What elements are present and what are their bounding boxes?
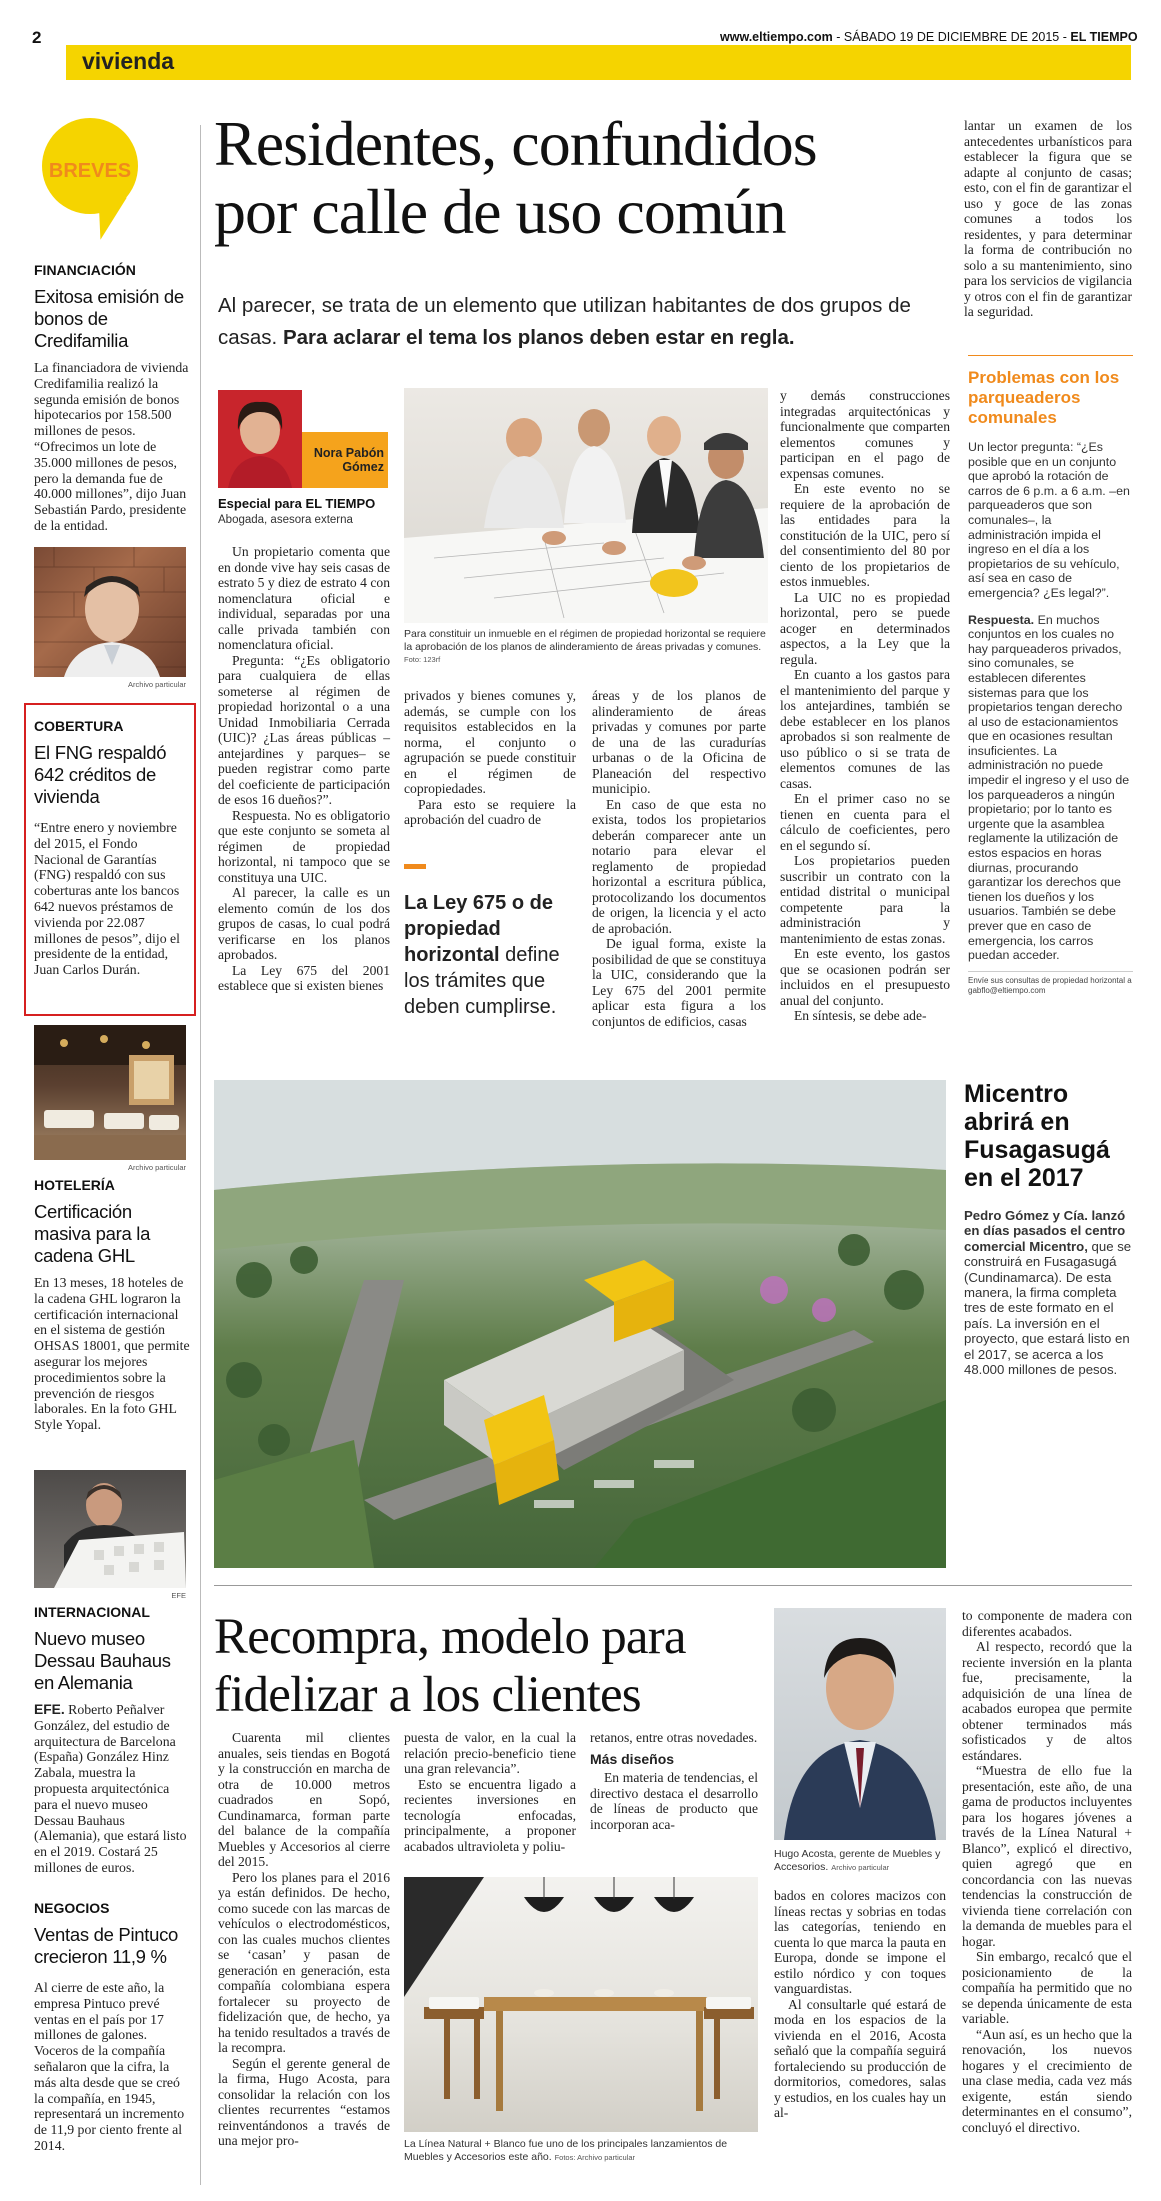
site-url: www.eltiempo.com [720, 30, 833, 44]
caption-text: Hugo Acosta, gerente de Muebles y Accesorios. [774, 1848, 941, 1873]
paragraph: to componente de madera con diferentes acabados. [962, 1608, 1132, 1639]
separator: - [836, 30, 841, 44]
paragraph: Sin embargo, recalcó que el posicionamiento de la compañía ha permitido que no se dependa únicamente de esta variable. [962, 1949, 1132, 2026]
breve-negocios [34, 1900, 190, 2154]
breve-headline: Nuevo museo Dessau Bauhaus en Alemania [34, 1628, 171, 1693]
caption-text: Para constituir un inmueble en el régimen de propiedad horizontal se requiere la aprobación de los planos de alinderamiento de áreas privadas y comunes. [404, 628, 766, 653]
paragraph: Esto se encuentra ligado a recientes inversiones en tecnología enfocadas, principalmente, a proponer acabados ultravioleta y poliu- [404, 1776, 576, 1854]
article2-column-3 [590, 1730, 758, 1832]
page-number: 2 [32, 28, 42, 47]
portrait-caption [774, 1848, 946, 1874]
caption-credit: Archivo particular [831, 1862, 890, 1872]
paragraph: De igual forma, existe la posibilidad de que se constituya la UIC, considerando que la Ley 675 del 2001 permite aplicar esta figura a los conjuntos de edificios, casas [592, 936, 766, 1029]
article1-column-5 [964, 118, 1132, 320]
paragraph: En caso de que esta no exista, todos los propietarios deberán comparecer ante un notario para elevar el reglamento de propiedad horizontal a escritura pública, protocolizando los documentos de origen, la licencia y el acto de aprobación. [592, 796, 766, 936]
section-divider [214, 1585, 1132, 1586]
problemas-question: Un lector pregunta: “¿Es posible que en un conjunto que aprobó la rotación de carros de 6 p.m. a 6 a.m. –en parqueaderos que son comunales–, la administración impida el ingreso en el día a los propietarios de su vehículo, así sea en caso de emergencia? ¿Es legal?”. [968, 440, 1130, 600]
breve-hoteleria [34, 1177, 190, 1433]
micentro-lead: Pedro Gómez y Cía. lanzó en días pasados el centro comercial Micentro, [964, 1208, 1126, 1254]
breve-headline: El FNG respaldó 642 créditos de vivienda [34, 742, 167, 807]
photo-architects-plans [404, 388, 768, 623]
article1-column-3 [592, 688, 766, 1029]
paragraph: En materia de tendencias, el directivo destaca el desarrollo de líneas de producto que incorporan aca- [590, 1770, 758, 1832]
breve-kicker: INTERNACIONAL [34, 1604, 150, 1620]
breve-headline: Ventas de Pintuco crecieron 11,9 % [34, 1924, 179, 1967]
problemas-box [968, 355, 1133, 996]
section-label: vivienda [82, 48, 175, 74]
article1-column-2 [404, 688, 576, 828]
pullquote-light: define los trámites que deben cumplirse. [404, 944, 560, 1018]
breve-body: La financiadora de vivienda Credifamilia realizó la segunda emisión de bonos hipotecarios por 158.500 millones de pesos. “Ofrecimos un lote de 35.000 millones de pesos, pero la demanda fue de 40.000 millones”, dijo Juan Sebastián Pardo, presidente de la entidad. [34, 360, 189, 533]
problemas-footer: Envíe sus consultas de propiedad horizontal a gabflo@eltiempo.com [968, 971, 1133, 996]
article1-deck [218, 290, 958, 354]
breve-body: Al cierre de este año, la empresa Pintuco prevé ventas en el país por 17 millones de galones. Voceros de la compañía señalaron que la cifra, la más alta desde que se creó la compañía, en 1945, representará un incremento de 11,9 por ciento frente al 2014. [34, 1980, 185, 2153]
paragraph: retanos, entre otras novedades. [590, 1730, 758, 1745]
pullquote-rule [404, 864, 426, 869]
issue-date: SÁBADO 19 DE DICIEMBRE DE 2015 [843, 30, 1060, 44]
paragraph: Pregunta: “¿Es obligatorio para cualquiera de ellas someterse al régimen de propiedad horizontal o a una Unidad Inmobiliaria Cerrada (UIC)? ¿Las áreas públicas –antejardines y parques– se pueden registrar como parte del coeficiente de participación de esos 16 dueños?”. [218, 652, 390, 807]
photo-bauhaus-model [34, 1470, 186, 1588]
breve-body-text: Roberto Peñalver González, del estudio de arquitectura de Barcelona (España) González Hinz Zabala, muestra la propuesta arquitectónica para el nuevo museo Dessau Bauhaus (Alemania), que estará listo en el 2019. Costará 25 millones de euros. [34, 1702, 187, 1875]
problemas-answer [968, 613, 1133, 963]
caption-text: La Línea Natural + Blanco fue uno de los principales lanzamientos de Muebles y Accesorios este año. [404, 2138, 728, 2163]
pullquote-bold: La Ley 675 o de propiedad horizontal [404, 892, 553, 966]
paragraph: En cuanto a los gastos para el mantenimiento del parque y los antejardines, también se debe establecer en los planos aprobados si son realmente de uso público o si se trata de elementos comunes de las casas. [780, 667, 950, 791]
photo-credit: EFE [171, 1591, 186, 1600]
micentro-text: que se construirá en Fusagasugá (Cundinamarca). De esta manera, la firma completa tres de este formato en el país. La inversión en el proyecto, que estará listo en el 2017, se acerca a los 48.000 millones de pesos. [964, 1238, 1132, 1378]
paragraph: Pero los planes para el 2016 ya están definidos. De hecho, como sucede con las marcas de vehículos o electrodomésticos, con las cuales muchos clientes se ‘casan’ y pasan de generación en generación, esta compañía colombiana espera fortalecer su proyecto de fidelización que, de hecho, ya ha tenido resultados a través de la recompra. [218, 1869, 390, 2055]
breve-headline: Exitosa emisión de bonos de Credifamilia [34, 286, 184, 351]
author-name-line1: Nora Pabón [313, 446, 384, 460]
breve-body: En 13 meses, 18 hoteles de la cadena GHL lograron la certificación internacional en el sistema de gestión OHSAS 18001, que permite asegurar los mejores procedimientos sobre la prevención de riesgos laborales. En la foto GHL Style Yopal. [34, 1275, 190, 1433]
article2-column-2 [404, 1730, 576, 1854]
deck-light: Al parecer, se trata de un elemento que utilizan habitantes de dos grupos de casas. [218, 294, 911, 349]
answer-lead: Respuesta. [968, 612, 1035, 627]
separator: - [1062, 30, 1067, 44]
photo-credit: Archivo particular [128, 1163, 186, 1172]
paragraph: puesta de valor, en la cual la relación precio-beneficio tiene una gran relevancia”. [404, 1730, 576, 1776]
caption-credit: Foto: 123rf [404, 655, 441, 664]
article1-column-4 [780, 388, 950, 1024]
paragraph: Según el gerente general de la firma, Hugo Acosta, para consolidar la relación con los clientes recurrentes “estamos reinventándonos a través de una mejor pro- [218, 2055, 390, 2148]
paragraph: “Muestra de ello fue la presentación, este año, de una gama de productos incluyentes para los hogares jóvenes a través de la Línea Natural + Blanco”, explicó el directivo, quien agregó que en concordancia con las nuevas tendencias la construcción de vivienda tiene correlación con la demanda de muebles para el hogar. [962, 1763, 1132, 1949]
breve-kicker: NEGOCIOS [34, 1900, 110, 1916]
author-byline: Especial para EL TIEMPO [218, 496, 376, 511]
masthead-info [720, 30, 1138, 44]
photo-caption [404, 2138, 758, 2164]
article2-column-5 [962, 1608, 1132, 2135]
paragraph: bados en colores macizos con líneas rectas y sobrias en todas las categorías, teniendo en cuenta lo que marca la pauta en Europa, donde se impone el estilo nórdico y con toques vanguardistas. [774, 1888, 946, 1996]
paragraph: y demás construcciones integradas arquitectónicas y funcionalmente que comparten elementos comunes y participan en el pago de expensas comunes. [780, 388, 950, 481]
paragraph: La UIC no es propiedad horizontal, pero se puede acoger en determinados aspectos, a la Ley que la regula. [780, 589, 950, 667]
breve-body: “Entre enero y noviembre del 2015, el Fondo Nacional de Garantías (FNG) respaldó con sus coberturas ante los bancos 642 nuevos préstamos de vivienda por 22.087 millones de pesos”, dijo el presidente de la entidad, Juan Carlos Durán. [34, 820, 180, 978]
author-role: Abogada, asesora externa [218, 514, 353, 526]
photo-credit: Archivo particular [128, 680, 186, 689]
micentro-body [964, 1208, 1134, 1377]
article1-title [214, 110, 974, 246]
breve-kicker: FINANCIACIÓN [34, 262, 136, 278]
paragraph: Al respecto, recordó que la reciente inversión en la planta fue, precisamente, la adquisición de una línea de acabados europea que permite obtener terminados más sofisticados y de altos estándares. [962, 1639, 1132, 1763]
paragraph: En el primer caso no se tienen en cuenta para el cálculo de coeficientes, pero en el segundo sí. [780, 791, 950, 853]
breve-cobertura [34, 718, 190, 978]
paragraph: En este evento, los gastos que se ocasionen podrán ser incluidos en el presupuesto anual del conjunto. [780, 946, 950, 1008]
article1-column-1 [218, 544, 390, 994]
photo-juan-pardo [34, 547, 186, 677]
pullquote [404, 890, 576, 1020]
paragraph: Respuesta. No es obligatorio que este conjunto se someta al régimen de propiedad horizontal, ni tampoco que se constituya una UIC. [218, 807, 390, 885]
breve-internacional [34, 1604, 190, 1876]
paragraph: Para esto se requiere la aprobación del cuadro de [404, 796, 576, 827]
paragraph: “Aun así, es un hecho que la renovación, los nuevos hogares y el crecimiento de una clase media, cada vez más exigente, están siendo determinantes en el consumo”, concluyó el directivo. [962, 2026, 1132, 2135]
paragraph: lantar un examen de los antecedentes urbanísticos para establecer la figura que se adapte al conjunto de casas; esto, con el fin de garantizar el uso y goce de las zonas comunes a todos los residentes, y para determinar la forma de contribución no solo a su mantenimiento, sino para los servicios de vigilancia y otros con el fin de garantizar la seguridad. [964, 118, 1132, 319]
author-photo [218, 390, 302, 488]
subheading: Más diseños [590, 1750, 675, 1767]
paragraph: Cuarenta mil clientes anuales, seis tiendas en Bogotá y la construcción en marcha de otra de 10.000 metros cuadrados en Sopó, Cundinamarca, forman parte del balance de la compañía Muebles y Accesorios al cierre del 2015. [218, 1730, 390, 1869]
paper-name: EL TIEMPO [1070, 30, 1138, 44]
breve-headline: Certificación masiva para la cadena GHL [34, 1201, 151, 1266]
deck-bold: Para aclarar el tema los planos deben estar en regla. [282, 326, 795, 349]
caption-credit: Fotos: Archivo particular [554, 2152, 636, 2162]
photo-caption [404, 628, 768, 667]
paragraph: Al parecer, la calle es un elemento común de los dos grupos de casas, lo cual podrá verificarse en los planos aprobados. [218, 885, 390, 962]
article2-column-1 [218, 1730, 390, 2149]
breve-body [34, 1702, 190, 1876]
breve-financiacion [34, 262, 190, 534]
article1-title-line2: por calle de uso común [214, 176, 786, 247]
micentro-block [964, 1080, 1134, 1377]
paragraph: En síntesis, se debe ade- [794, 1008, 927, 1023]
article2-column-4 [774, 1888, 946, 2121]
breve-kicker: HOTELERÍA [34, 1177, 115, 1193]
paragraph: áreas y de los planos de alinderamiento de áreas privadas y comunes por parte de una de las curadurías urbanas o de la Oficina de Planeación del respectivo municipio. [592, 688, 766, 796]
author-name [306, 446, 384, 474]
author-name-line2: Gómez [342, 460, 384, 474]
paragraph: Los propietarios pueden suscribir un contrato con la entidad distrital o municipal competente para la administración y mantenimiento de estas zonas. [780, 853, 950, 946]
photo-micentro-render [214, 1080, 946, 1568]
article2-title [214, 1608, 774, 1724]
article2-title-line1: Recompra, modelo para [214, 1609, 686, 1665]
photo-hugo-acosta [774, 1608, 946, 1840]
answer-text: En muchos conjuntos en los cuales no hay parqueaderos privados, sino comunales, se establecen diferentes sistemas para que los propietarios tengan derecho al uso de estacionamientos que en ocasiones resultan insuficientes. La administración no puede impedir el ingreso y el uso de los parqueaderos a ningún propietario; por lo tanto es urgente que la asamblea reglamente la utilización de estos espacios en horas diurnas, procurando garantizar los derechos que tienen los dueños y los usuarios. También se debe prever que en caso de emergencia, los carros puedan acceder. [968, 612, 1130, 963]
paragraph: privados y bienes comunes y, además, se cumple con los requisitos establecidos en la norma, el conjunto o agrupación se puede constituir en el régimen de copropiedades. [404, 688, 576, 796]
breve-kicker: COBERTURA [34, 718, 124, 734]
article1-title-line1: Residentes, confundidos [214, 108, 817, 179]
breve-lead: EFE. [34, 1702, 65, 1717]
breves-label: BREVES [48, 160, 132, 182]
column-rule [200, 125, 201, 2185]
micentro-title: Micentro abrirá en Fusagasugá en el 2017 [964, 1080, 1110, 1192]
paragraph: Al consultarle qué estará de moda en los espacios de la vivienda en el 2016, Acosta señaló que la compañía seguirá fortaleciendo su producción de dormitorios, comedores, salas y estudios, en los cuales hay un al- [774, 1996, 946, 2120]
paragraph: La Ley 675 del 2001 establece que si existen bienes [218, 962, 390, 993]
photo-linea-natural-blanco [404, 1877, 758, 2132]
problemas-title: Problemas con los parqueaderos comunales [968, 368, 1120, 427]
article2-title-line2: fidelizar a los clientes [214, 1667, 641, 1723]
paragraph: En este evento no se requiere de la aprobación de las entidades para la constitución de la UIC, pero sí del consentimiento del 80 por ciento de los propietarios de estos inmuebles. [780, 481, 950, 589]
photo-ghl-hotel [34, 1025, 186, 1160]
paragraph: Un propietario comenta que en donde vive hay seis casas de estrato 5 y diez de estrato 4 con nomenclatura oficial e individual, separadas por una calle privada también con nomenclatura oficial. [218, 544, 390, 652]
